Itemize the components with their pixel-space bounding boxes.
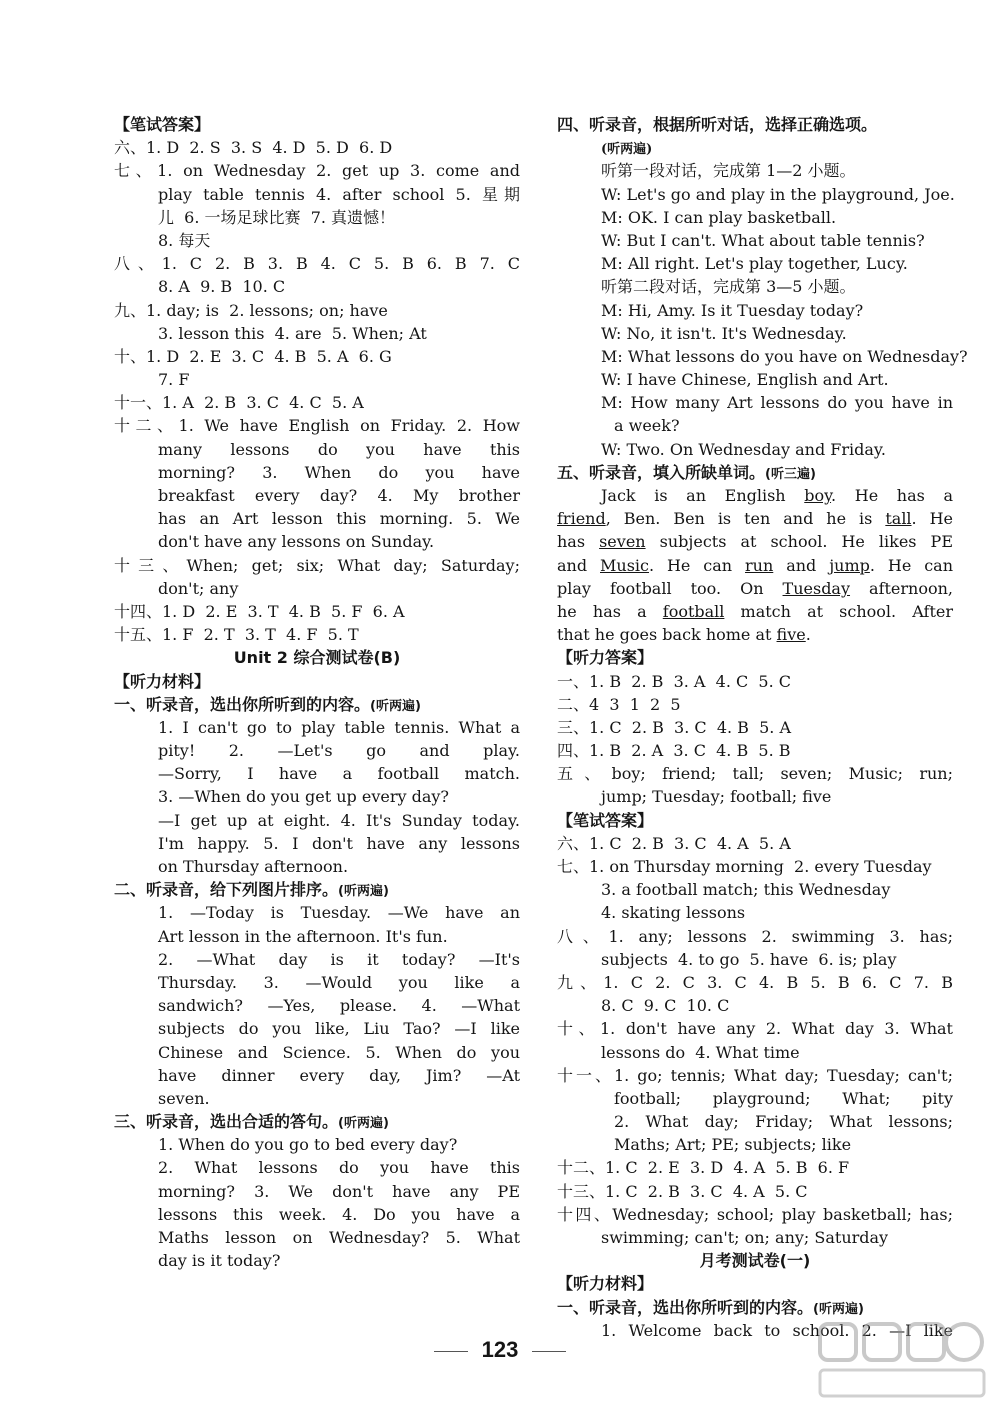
right-line-text: W: Let's go and play in the playground, Joe. [601,184,955,204]
left-line-text: 十二、1. We have English on Friday. 2. How [114,416,520,436]
right-line-text: lessons do 4. What time [601,1042,800,1062]
right-line [557,855,953,878]
page-number-right-rule [532,1351,566,1352]
left-line [114,1110,520,1133]
left-line [114,716,520,739]
right-line [557,739,953,762]
right-line-text: W: But I can't. What about table tennis? [601,230,925,250]
left-line [114,554,520,577]
left-line-text: 八、1. C 2. B 3. B 4. C 5. B 6. B 7. C [114,254,520,274]
right-line-text: W: No, it isn't. It's Wednesday. [601,323,847,343]
listen-times-note: (听三遍) [765,466,816,482]
listen-times-note: (听两遍) [813,1301,864,1317]
right-line [557,1017,953,1040]
left-line [114,832,520,855]
right-line-text: 4. skating lessons [601,903,746,923]
filled-blank: boy [804,486,832,505]
left-line [114,206,520,229]
right-line-text: a week? [614,416,680,436]
right-line-text: 【听力材料】 [557,1274,654,1294]
right-line [557,693,953,716]
left-line-text: 8. A 9. B 10. C [158,277,286,297]
listen-times-note: (听两遍) [338,1116,389,1132]
listen-times-note: (听两遍) [370,698,421,714]
left-line-text: play table tennis 4. after school 5. 星期 [158,184,520,204]
left-line-text: 十五、1. F 2. T 3. T 4. F 5. T [114,625,359,645]
right-line [557,1296,953,1319]
left-line-text: have dinner every day, Jim? —At [158,1065,520,1085]
right-line [557,716,953,739]
filled-blank: friend [557,509,606,529]
right-line: and Music. He can run and jump. He can [557,555,953,575]
right-line [557,1156,953,1179]
right-line [557,1249,953,1272]
right-line [557,414,953,437]
right-line-text: swimming; can't; on; any; Saturday [601,1228,889,1247]
listen-times-note: (听两遍) [601,142,653,158]
right-line [557,1041,953,1064]
watermark-logo [818,1320,986,1400]
left-line [114,600,520,623]
right-line-text: 月考测试卷(一) [699,1251,811,1271]
right-line-text: 十一、1. go; tennis; What day; Tuesday; can't; [557,1065,953,1085]
left-line-text: morning? 3. We don't have any PE [158,1181,520,1201]
filled-blank: Tuesday [782,578,851,598]
left-line [114,623,520,646]
left-line-text: 1. When do you go to bed every day? [158,1135,458,1155]
right-line-text: 四、1. B 2. A 3. C 4. B 5. B [557,741,791,761]
right-line-text: M: OK. I can play basketball. [601,207,837,227]
right-line [557,136,953,159]
left-line-text: —Sorry, I have a football match. [158,764,520,784]
filled-blank: football [662,601,725,621]
left-line [114,1156,520,1179]
right-line [557,322,953,345]
left-line [114,670,520,693]
left-line [114,484,520,507]
left-line [114,785,520,808]
left-line [114,183,520,206]
right-line [557,299,953,322]
left-line-text: 【听力材料】 [114,671,211,691]
left-line [114,971,520,994]
left-line-text: subjects do you like, Liu Tao? —I like [158,1019,520,1039]
right-line-text: subjects 4. to go 5. have 6. is; play [601,949,897,969]
filled-blank: five [776,625,806,645]
right-line [557,670,953,693]
left-line [114,159,520,182]
left-line-text: sandwich? —Yes, please. 4. —What [158,996,520,1016]
left-line-text: —I get up at eight. 4. It's Sunday today. [158,810,520,830]
left-line-text: 六、1. D 2. S 3. S 4. D 5. D 6. D [114,138,393,158]
left-line-text: 十四、1. D 2. E 3. T 4. B 5. F 6. A [114,601,405,621]
right-line [557,1272,953,1295]
right-line-text: 一、听录音，选出你所听到的内容。 [557,1297,814,1317]
left-line [114,136,520,159]
left-line-text: 二、听录音，给下列图片排序。 [114,880,339,900]
right-line [557,159,953,182]
right-line-text: 十三、1. C 2. B 3. C 4. A 5. C [557,1181,808,1201]
left-line-text: I'm happy. 5. I don't have any lessons [158,833,520,853]
left-line [114,1226,520,1249]
right-line [557,809,953,832]
filled-blank: jump [829,555,870,575]
right-line [557,832,953,855]
left-line-text: 【笔试答案】 [114,115,211,134]
left-line [114,925,520,948]
left-line [114,1203,520,1226]
right-line [557,438,953,461]
left-line-text: don't; any [158,578,239,598]
right-line [557,275,953,298]
left-line [114,113,520,136]
left-line [114,252,520,275]
left-line-text: on Thursday afternoon. [158,857,349,876]
left-line-text: many lessons do you have this [158,439,520,459]
right-line [557,1203,953,1226]
right-line-text: 六、1. C 2. B 3. C 4. A 5. A [557,833,791,853]
right-line [557,461,953,484]
right-line [557,183,953,206]
right-line-text: 五、boy; friend; tall; seven; Music; run; [557,764,953,784]
right-line [557,646,953,669]
right-line-text: 听第二段对话，完成第 3—5 小题。 [601,277,856,297]
left-line-text: 三、听录音，选出合适的答句。 [114,1112,339,1132]
left-line-text: Chinese and Science. 5. When do you [158,1042,520,1062]
right-line-text: W: I have Chinese, English and Art. [601,370,889,390]
left-line-text: 3. lesson this 4. are 5. When; At [158,323,427,343]
left-line [114,693,520,716]
left-line-text: has an Art lesson this morning. 5. We [158,509,520,529]
filled-blank: run [745,555,774,575]
right-line-text: M: How many Art lessons do you have in [601,393,953,413]
right-line [557,1064,953,1087]
left-line [114,948,520,971]
right-line [557,368,953,391]
left-line [114,229,520,252]
right-line [557,762,953,785]
right-line-text: 十二、1. C 2. E 3. D 4. A 5. B 6. F [557,1158,850,1178]
right-line: that he goes back home at five. [557,625,811,645]
left-line-text: day is it today? [158,1251,281,1271]
right-line [557,948,953,971]
left-line [114,1180,520,1203]
left-column [114,113,520,1272]
right-line-text: 十、1. don't have any 2. What day 3. What [557,1019,953,1039]
left-line [114,299,520,322]
right-line [557,206,953,229]
left-line [114,1064,520,1087]
right-column [557,113,968,1342]
left-line [114,438,520,461]
left-line [114,646,520,669]
filled-blank: Music [600,555,649,575]
filled-blank: tall [885,509,912,529]
right-line-text: 1. Welcome back to school. 2. —I like [601,1320,953,1340]
left-line-text: 九、1. day; is 2. lessons; on; have [114,300,388,320]
right-line [557,901,953,924]
left-line-text: 一、听录音，选出你所听到的内容。 [114,694,371,714]
right-line-text: 2. What day; Friday; What lessons; [614,1112,953,1132]
left-line [114,994,520,1017]
left-line [114,1249,520,1272]
left-line [114,809,520,832]
right-line-text: 听第一段对话，完成第 1—2 小题。 [601,161,856,181]
right-line [557,925,953,948]
right-line [557,1087,953,1110]
left-line [114,461,520,484]
left-line-text: don't have any lessons on Sunday. [158,532,435,552]
right-line: he has a football match at school. After [557,601,953,621]
right-line [557,1180,953,1203]
right-line-text: W: Two. On Wednesday and Friday. [601,439,886,459]
left-line [114,275,520,298]
left-line [114,322,520,345]
left-line-text: breakfast every day? 4. My brother [158,486,520,505]
left-line-text: 十、1. D 2. E 3. C 4. B 5. A 6. G [114,346,392,366]
right-line [557,1226,953,1249]
right-line [557,113,953,136]
left-line [114,414,520,437]
right-line-text: 【听力答案】 [557,648,654,668]
left-line-text: morning? 3. When do you have [158,462,520,482]
right-line-text: 十四、Wednesday; school; play basketball; has; [557,1204,953,1224]
right-line: friend, Ben. Ben is ten and he is tall. He [557,509,954,529]
listen-times-note: (听两遍) [338,884,389,900]
left-line-text: 2. —What day is it today? —It's [158,949,520,969]
right-line-text: 二、4 3 1 2 5 [557,694,681,714]
left-line-text: 2. What lessons do you have this [158,1158,520,1178]
right-line [557,994,953,1017]
right-line-text: jump; Tuesday; football; five [601,787,832,807]
left-line-text: 1. I can't go to play table tennis. What a [158,717,520,737]
page-number-text: 123 [481,1337,519,1362]
right-line-text: 3. a football match; this Wednesday [601,880,891,900]
left-line-text: 儿 6. 一场足球比赛 7. 真遗憾！ [158,207,396,227]
right-line [557,345,968,368]
left-line-text: 1. —Today is Tuesday. —We have an [158,903,520,923]
left-line-text: seven. [158,1088,210,1108]
right-line [557,252,953,275]
left-line-text: 十一、1. A 2. B 3. C 4. C 5. A [114,393,364,413]
left-line-text: 3. —When do you get up every day? [158,787,449,807]
left-line [114,1017,520,1040]
left-line [114,1087,520,1110]
right-line-text: 8. C 9. C 10. C [601,996,730,1016]
left-line [114,901,520,924]
right-line-text: 三、1. C 2. B 3. C 4. B 5. A [557,717,792,737]
right-line-text: 九、1. C 2. C 3. C 4. B 5. B 6. C 7. B [557,972,953,992]
left-line-text: 七、1. on Wednesday 2. get up 3. come and [114,161,520,181]
right-line-text: M: What lessons do you have on Wednesday? [601,346,968,366]
right-line-text: football; playground; What; pity [614,1088,953,1108]
right-line [557,878,953,901]
right-line-text: M: All right. Let's play together, Lucy. [601,254,908,274]
right-line: play football too. On Tuesday afternoon, [557,578,953,598]
right-line-text: 五、听录音，填入所缺单词。 [557,462,766,482]
left-line [114,855,520,878]
left-line-text: 十三、When; get; six; What day; Saturday; [114,555,520,575]
right-line [557,229,953,252]
left-line [114,1133,520,1156]
page-number-left-rule [434,1351,468,1352]
right-line [557,785,953,808]
right-line [557,971,953,994]
left-line-text: Unit 2 综合测试卷(B) [233,648,401,668]
left-line [114,507,520,530]
right-line-text: 四、听录音，根据所听对话，选择正确选项。 [557,115,878,134]
left-line [114,878,520,901]
right-line [557,1110,953,1133]
left-line [114,345,520,368]
left-line [114,762,520,785]
left-line-text: Maths lesson on Wednesday? 5. What [158,1228,520,1247]
left-line [114,739,520,762]
left-line [114,391,520,414]
left-line-text: 8. 每天 [158,230,211,250]
left-line-text: lessons this week. 4. Do you have a [158,1204,520,1224]
left-line-text: Art lesson in the afternoon. It's fun. [158,926,448,946]
right-line-text: Maths; Art; PE; subjects; like [614,1135,852,1155]
filled-blank: seven [599,532,646,552]
right-line-text: 八、1. any; lessons 2. swimming 3. has; [557,926,953,946]
left-line-text: pity! 2. —Let's go and play. [158,741,520,761]
left-line [114,530,520,553]
right-line: Jack is an English boy. He has a [601,486,954,505]
left-line [114,368,520,391]
right-line: has seven subjects at school. He likes PE [557,532,953,552]
right-line-text: 【笔试答案】 [557,810,654,830]
right-line-text: 一、1. B 2. B 3. A 4. C 5. C [557,671,792,691]
left-line-text: Thursday. 3. —Would you like a [158,972,520,992]
left-line [114,577,520,600]
right-line [557,1133,953,1156]
right-line [557,391,953,414]
right-line-text: M: Hi, Amy. Is it Tuesday today? [601,300,864,320]
right-line-text: 七、1. on Thursday morning 2. every Tuesday [557,857,932,876]
left-line [114,1041,520,1064]
left-line-text: 7. F [158,370,190,390]
